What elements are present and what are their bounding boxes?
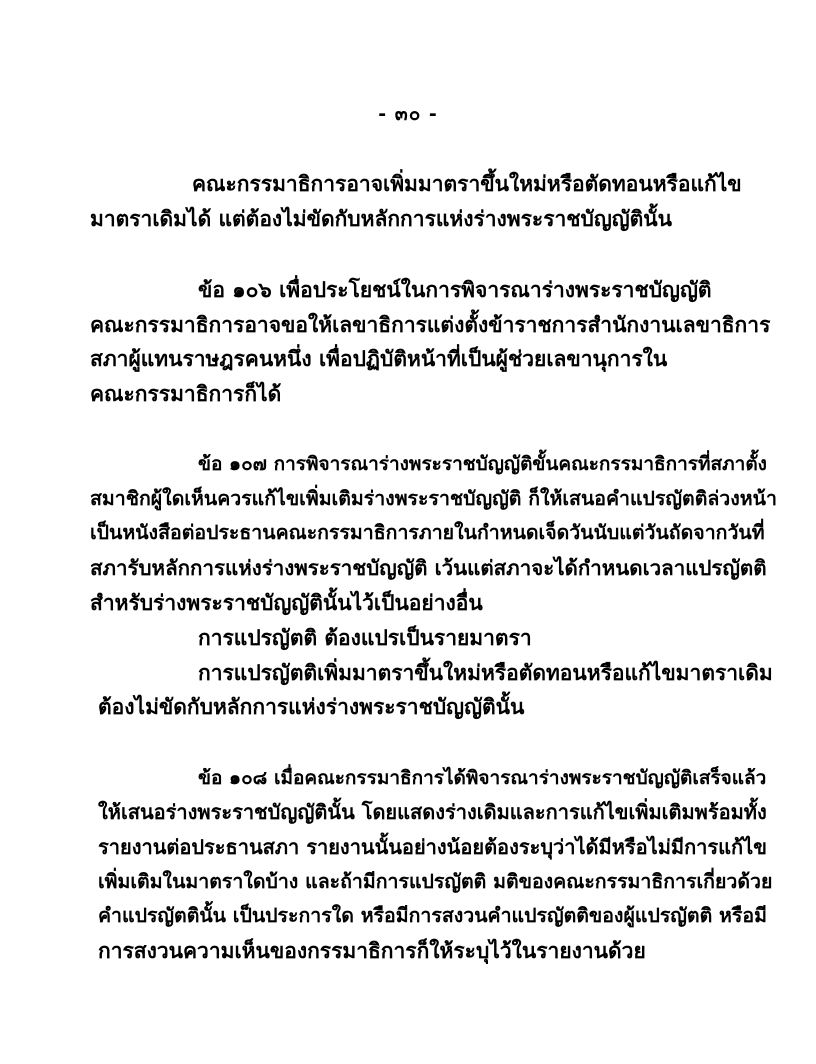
clause-106-line-3: สภาผู้แทนราษฎรคนหนึ่ง เพื่อปฏิบัติหน้าที่เป็นผู้ช่วยเลขานุการใน	[90, 347, 668, 371]
clause-108-line-1: ข้อ ๑๐๘ เมื่อคณะกรรมาธิการได้พิจารณาร่างพระราชบัญญัติเสร็จแล้ว	[198, 767, 767, 789]
clause-107-line-6: การแปรญัตติ ต้องแปรเป็นรายมาตรา	[198, 626, 532, 650]
clause-107-line-4: สภารับหลักการแห่งร่างพระราชบัญญัติ เว้นแต่สภาจะได้กำหนดเวลาแปรญัตติ	[90, 556, 767, 580]
clause-107-line-7: การแปรญัตติเพิ่มมาตราขึ้นใหม่หรือตัดทอนหรือแก้ไขมาตราเดิม	[198, 661, 773, 685]
clause-107-line-5: สำหรับร่างพระราชบัญญัตินั้นไว้เป็นอย่างอื่น	[90, 591, 483, 615]
clause-106-line-4: คณะกรรมาธิการก็ได้	[90, 382, 282, 406]
clause-107-line-2: สมาชิกผู้ใดเห็นควรแก้ไขเพิ่มเติมร่างพระราชบัญญัติ ก็ให้เสนอคำแปรญัตติล่วงหน้า	[90, 487, 777, 510]
paragraph-1-line-1: คณะกรรมาธิการอาจเพิ่มมาตราขึ้นใหม่หรือตัดทอนหรือแก้ไข	[192, 172, 742, 196]
clause-107-line-8: ต้องไม่ขัดกับหลักการแห่งร่างพระราชบัญญัตินั้น	[98, 695, 525, 719]
clause-108-line-3: รายงานต่อประธานสภา รายงานนั้นอย่างน้อยต้องระบุว่าได้มีหรือไม่มีการแก้ไข	[98, 835, 767, 859]
clause-106-line-1: ข้อ ๑๐๖ เพื่อประโยชน์ในการพิจารณาร่างพระราชบัญญัติ	[198, 278, 712, 302]
clause-107-line-1: ข้อ ๑๐๗ การพิจารณาร่างพระราชบัญญัติขั้นคณะกรรมาธิการที่สภาตั้ง	[198, 453, 767, 475]
clause-107-line-3: เป็นหนังสือต่อประธานคณะกรรมาธิการภายในกำหนดเจ็ดวันนับแต่วันถัดจากวันที่	[90, 521, 765, 544]
clause-108-line-6: การสงวนความเห็นของกรรมาธิการก็ให้ระบุไว้ในรายงานด้วย	[98, 939, 646, 963]
clause-108-line-2: ให้เสนอร่างพระราชบัญญัตินั้น โดยแสดงร่างเดิมและการแก้ไขเพิ่มเติมพร้อมทั้ง	[98, 800, 767, 824]
paragraph-1-line-2: มาตราเดิมได้ แต่ต้องไม่ขัดกับหลักการแห่งร่างพระราชบัญญัตินั้น	[90, 207, 672, 231]
page-number: - ๓๐ -	[378, 103, 438, 125]
clause-106-line-2: คณะกรรมาธิการอาจขอให้เลขาธิการแต่งตั้งข้าราชการสำนักงานเลขาธิการ	[90, 313, 771, 337]
clause-108-line-4: เพิ่มเติมในมาตราใดบ้าง และถ้ามีการแปรญัตติ มติของคณะกรรมาธิการเกี่ยวด้วย	[98, 870, 773, 893]
clause-108-line-5: คำแปรญัตตินั้น เป็นประการใด หรือมีการสงวนคำแปรญัตติของผู้แปรญัตติ หรือมี	[98, 904, 767, 927]
